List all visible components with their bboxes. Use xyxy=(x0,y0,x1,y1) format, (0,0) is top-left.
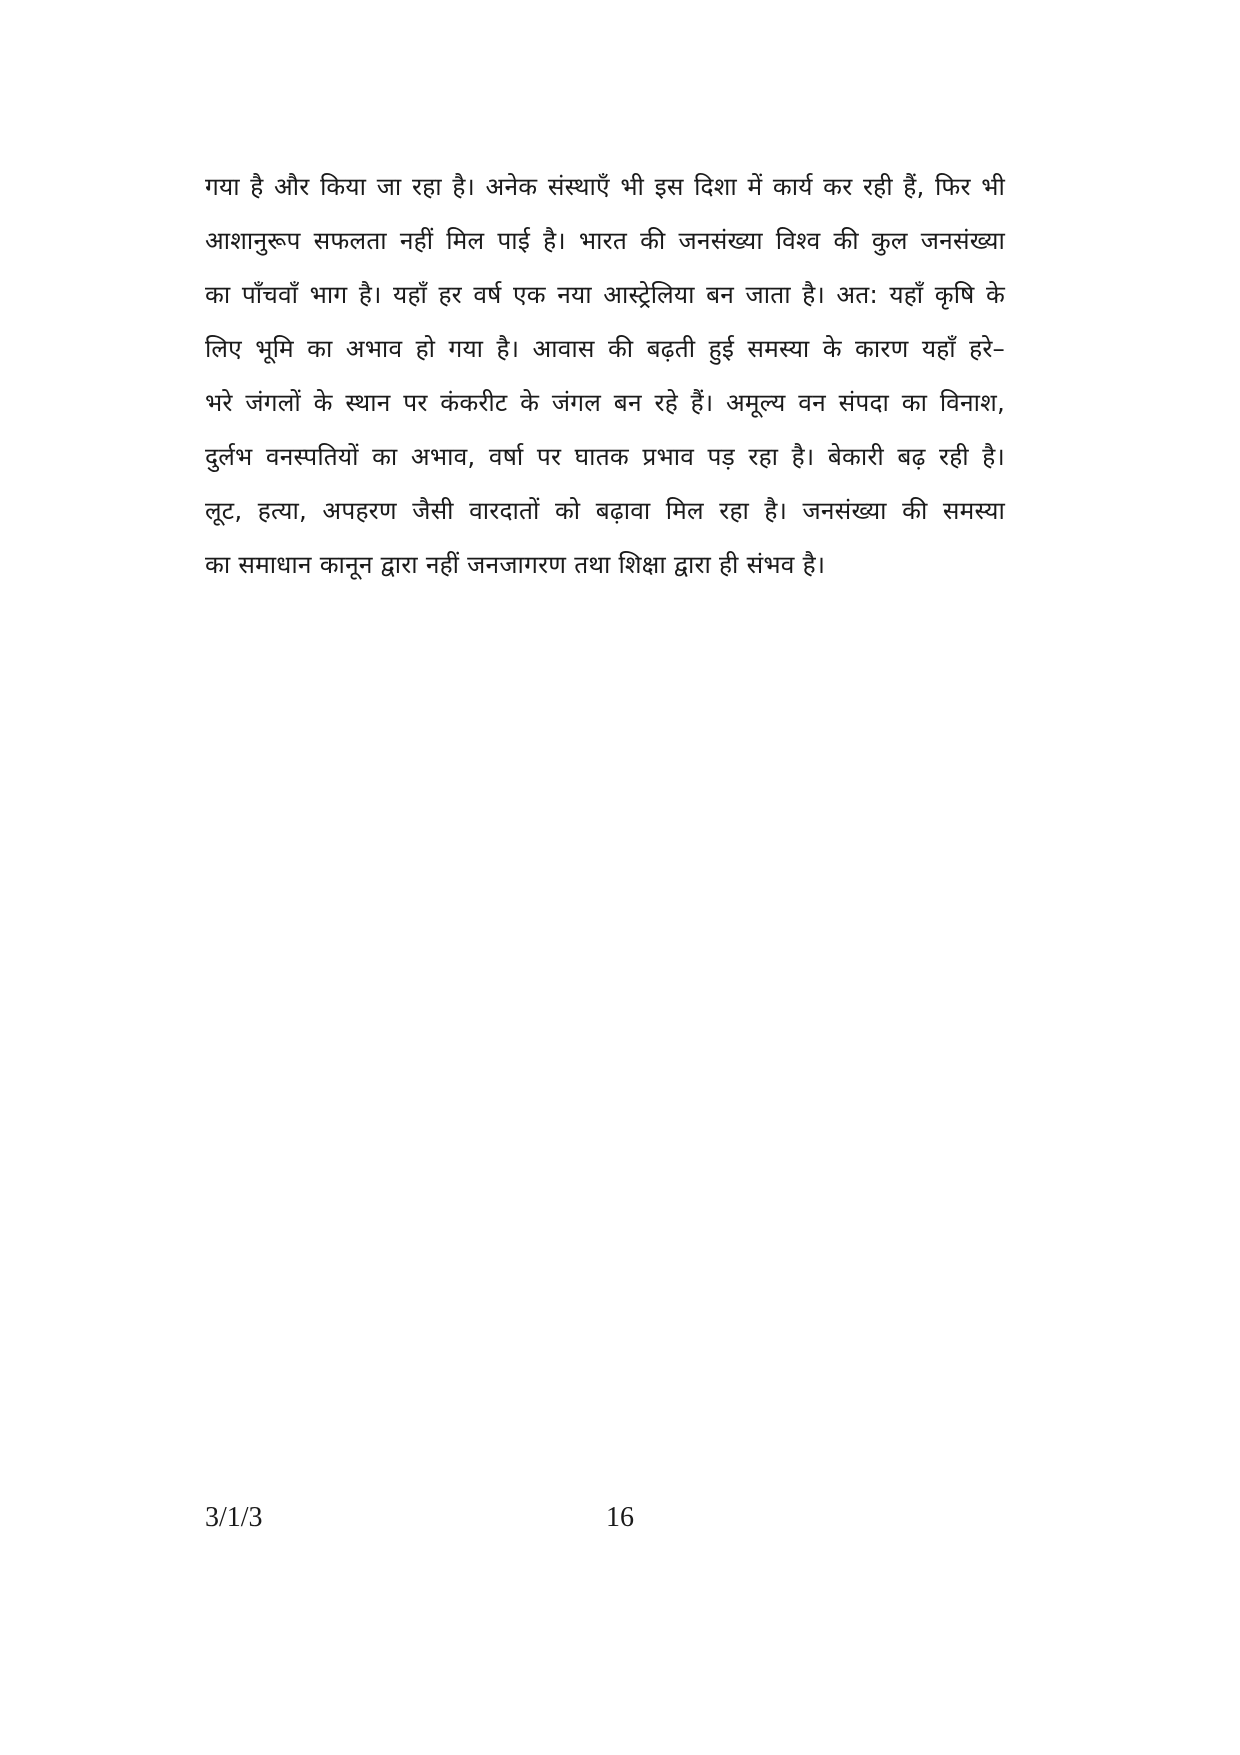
passage-line: भरे जंगलों के स्थान पर कंकरीट के जंगल बन रहे हैं। अमूल्य वन संपदा का विनाश, xyxy=(205,388,1005,417)
page-footer xyxy=(0,1498,1240,1538)
passage-line: लूट, हत्या, अपहरण जैसी वारदातों को बढ़ावा मिल रहा है। जनसंख्या की समस्या xyxy=(205,496,1005,525)
paper-code: 3/1/3 xyxy=(205,1502,263,1533)
passage-line: का समाधान कानून द्वारा नहीं जनजागरण तथा शिक्षा द्वारा ही संभव है। xyxy=(205,550,826,579)
passage-line: गया है और किया जा रहा है। अनेक संस्थाएँ भी इस दिशा में कार्य कर रही हैं, फिर भी xyxy=(205,172,1005,201)
passage-line: आशानुरूप सफलता नहीं मिल पाई है। भारत की जनसंख्या विश्व की कुल जनसंख्या xyxy=(205,226,1005,255)
passage-line: दुर्लभ वनस्पतियों का अभाव, वर्षा पर घातक प्रभाव पड़ रहा है। बेकारी बढ़ रही है। xyxy=(205,442,1005,471)
page-number: 16 xyxy=(606,1502,634,1533)
passage-line: लिए भूमि का अभाव हो गया है। आवास की बढ़ती हुई समस्या के कारण यहाँ हरे– xyxy=(205,334,1005,363)
passage-line: का पाँचवाँ भाग है। यहाँ हर वर्ष एक नया आस्ट्रेलिया बन जाता है। अत: यहाँ कृषि के xyxy=(205,280,1005,309)
passage-text xyxy=(205,160,1005,592)
